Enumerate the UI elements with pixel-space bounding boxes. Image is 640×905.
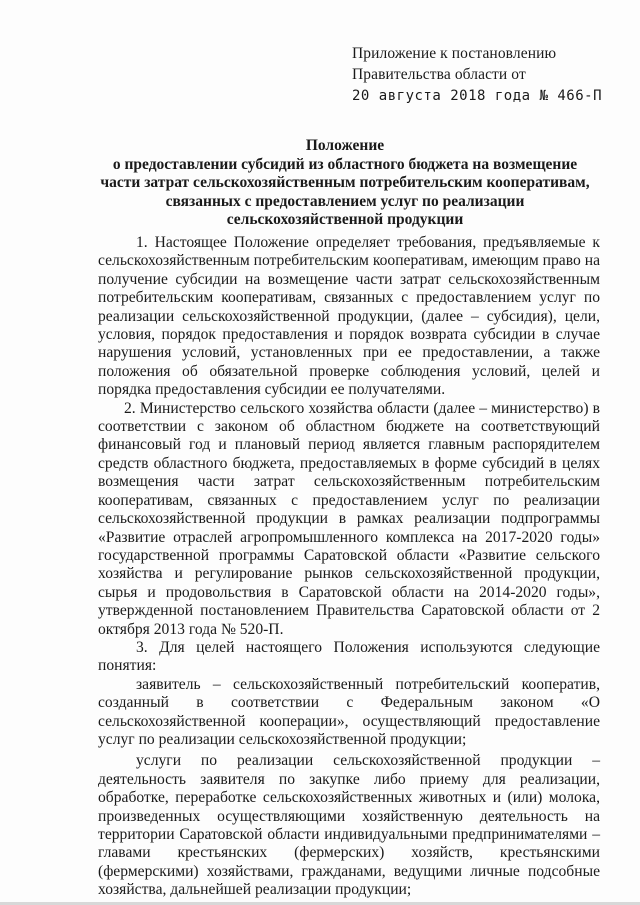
annex-date-stamp: 20 августа 2018 года № 466-П: [352, 88, 603, 104]
document-body: [98, 234, 600, 900]
document-title: [100, 137, 590, 230]
annex-line-2: Правительства области от: [352, 66, 526, 83]
paragraph-1: 1. Настоящее Положение определяет требования, предъявляемые к сельскохозяйственным потребительским кооперативам, имеющим право на получение субсидии на возмещение части затрат сельскохозяйственным потребительским кооперативам, связанных с предоставлением услуг по реализации сельскохозяйственной продукции, (далее – субсидия), цели, условия, порядок предоставления и порядок возврата субсидии в случае нарушения условий, установленных при ее предоставлении, а также положения об обязательной проверке соблюдения условий, целей и порядка предоставления субсидии ее получателями.: [98, 234, 600, 399]
annex-line-1: Приложение к постановлению: [352, 45, 557, 62]
title-line-2: о предоставлении субсидий из областного бюджета на возмещение: [112, 155, 578, 173]
title-line-4: связанных с предоставлением услуг по реализации: [165, 192, 525, 210]
paragraph-5: услуги по реализации сельскохозяйственной продукции – деятельность заявителя по закупке либо приему для реализации, обработке, переработке сельскохозяйственных животных и (или) молока, произведенных осуществляющими хозяйственную деятельность на территории Саратовской области индивидуальными предпринимателями – главами крестьянских (фермерских) хозяйств, крестьянскими (фермерскими) хозяйствами, гражданами, ведущими личные подсобные хозяйства, дальнейшей реализации продукции;: [98, 752, 600, 899]
annex-header: [352, 43, 602, 107]
paragraph-3: 3. Для целей настоящего Положения используются следующие понятия:: [98, 638, 600, 675]
title-line-1: Положение: [305, 137, 385, 154]
paragraph-2: 2. Министерство сельского хозяйства области (далее – министерство) в соответствии с законом об областном бюджете на соответствующий финансовый год и плановый период является главным распорядителем средств областного бюджета, предоставляемых в форме субсидий в целях возмещения части затрат сельскохозяйственным потребительским кооперативам, связанных с предоставлением услуг по реализации сельскохозяйственной продукции в рамках реализации подпрограммы «Развитие отраслей агропромышленного комплекса на 2017-2020 годы» государственной программы Саратовской области «Развитие сельского хозяйства и регулирование рынков сельскохозяйственной продукции, сырья и продовольствия в Саратовской области на 2014-2020 годы», утвержденной постановлением Правительства Саратовской области от 2 октября 2013 года № 520-П.: [98, 399, 600, 638]
title-line-3: части затрат сельскохозяйственным потребительским кооперативам,: [100, 174, 590, 191]
title-line-5: сельскохозяйственной продукции: [226, 211, 464, 228]
paragraph-4: заявитель – сельскохозяйственный потребительский кооператив, созданный в соответствии с Федеральным законом «О сельскохозяйственной кооперации», осуществляющий предоставление услуг по реализации сельскохозяйственной продукции;: [98, 675, 600, 748]
